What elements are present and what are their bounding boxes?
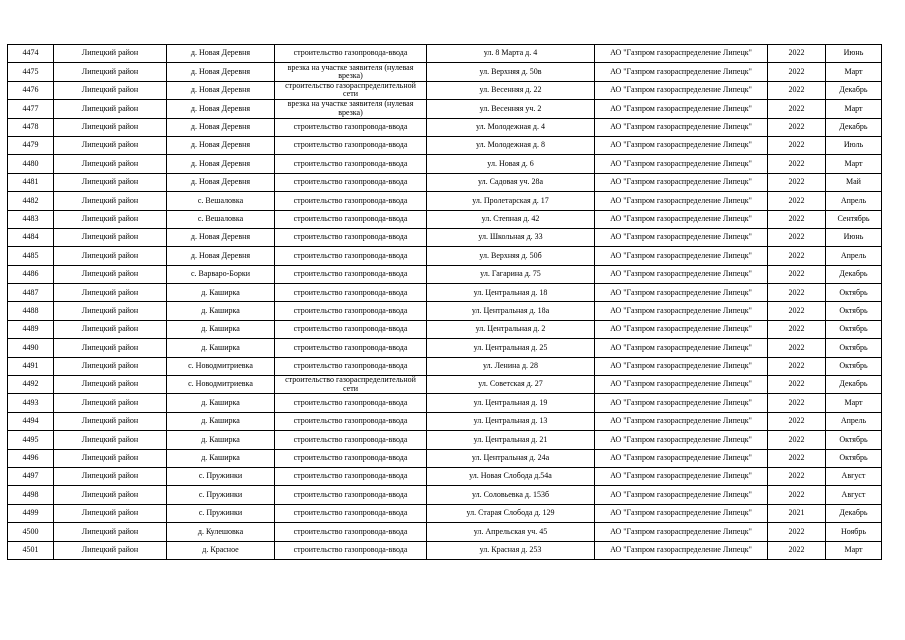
cell-work-type: строительство газопровода-ввода bbox=[275, 467, 427, 485]
cell-address: ул. Школьная д. 33 bbox=[427, 228, 595, 246]
cell-organization: АО "Газпром газораспределение Липецк" bbox=[595, 320, 768, 338]
cell-work-type: строительство газопровода-ввода bbox=[275, 486, 427, 504]
cell-address: ул. Ленина д. 28 bbox=[427, 357, 595, 375]
cell-district: Липецкий район bbox=[54, 449, 167, 467]
cell-month: Апрель bbox=[826, 192, 882, 210]
table-row bbox=[8, 284, 882, 302]
cell-year: 2021 bbox=[768, 504, 826, 522]
cell-year: 2022 bbox=[768, 81, 826, 99]
cell-year: 2022 bbox=[768, 192, 826, 210]
cell-organization: АО "Газпром газораспределение Липецк" bbox=[595, 523, 768, 541]
cell-locality: д. Новая Деревня bbox=[167, 228, 275, 246]
cell-organization: АО "Газпром газораспределение Липецк" bbox=[595, 192, 768, 210]
cell-year: 2022 bbox=[768, 63, 826, 81]
table-row bbox=[8, 339, 882, 357]
cell-month: Март bbox=[826, 541, 882, 559]
cell-organization: АО "Газпром газораспределение Липецк" bbox=[595, 541, 768, 559]
cell-address: ул. Центральная д. 25 bbox=[427, 339, 595, 357]
cell-work-type: строительство газопровода-ввода bbox=[275, 45, 427, 63]
cell-locality: д. Новая Деревня bbox=[167, 45, 275, 63]
cell-year: 2022 bbox=[768, 412, 826, 430]
table-row bbox=[8, 467, 882, 485]
cell-locality: д. Новая Деревня bbox=[167, 118, 275, 136]
cell-address: ул. Центральная д. 18 bbox=[427, 284, 595, 302]
cell-month: Октябрь bbox=[826, 357, 882, 375]
cell-organization: АО "Газпром газораспределение Липецк" bbox=[595, 431, 768, 449]
cell-work-type: строительство газопровода-ввода bbox=[275, 523, 427, 541]
table-row bbox=[8, 100, 882, 118]
cell-district: Липецкий район bbox=[54, 100, 167, 118]
cell-number: 4483 bbox=[8, 210, 54, 228]
cell-organization: АО "Газпром газораспределение Липецк" bbox=[595, 63, 768, 81]
cell-organization: АО "Газпром газораспределение Липецк" bbox=[595, 247, 768, 265]
table-row bbox=[8, 136, 882, 154]
cell-district: Липецкий район bbox=[54, 118, 167, 136]
cell-month: Октябрь bbox=[826, 320, 882, 338]
cell-district: Липецкий район bbox=[54, 541, 167, 559]
cell-month: Октябрь bbox=[826, 449, 882, 467]
cell-month: Июнь bbox=[826, 45, 882, 63]
cell-month: Ноябрь bbox=[826, 523, 882, 541]
cell-work-type: строительство газопровода-ввода bbox=[275, 431, 427, 449]
cell-year: 2022 bbox=[768, 486, 826, 504]
cell-organization: АО "Газпром газораспределение Липецк" bbox=[595, 173, 768, 191]
cell-district: Липецкий район bbox=[54, 320, 167, 338]
cell-district: Липецкий район bbox=[54, 523, 167, 541]
cell-number: 4490 bbox=[8, 339, 54, 357]
cell-address: ул. Верхняя д. 50в bbox=[427, 63, 595, 81]
cell-locality: д. Красное bbox=[167, 541, 275, 559]
cell-district: Липецкий район bbox=[54, 284, 167, 302]
cell-month: Август bbox=[826, 467, 882, 485]
cell-year: 2022 bbox=[768, 523, 826, 541]
table-row bbox=[8, 45, 882, 63]
cell-locality: д. Новая Деревня bbox=[167, 81, 275, 99]
cell-district: Липецкий район bbox=[54, 136, 167, 154]
cell-month: Март bbox=[826, 155, 882, 173]
cell-address: ул. Гагарина д. 75 bbox=[427, 265, 595, 283]
cell-organization: АО "Газпром газораспределение Липецк" bbox=[595, 265, 768, 283]
cell-district: Липецкий район bbox=[54, 357, 167, 375]
table-row bbox=[8, 412, 882, 430]
cell-address: ул. Старая Слобода д. 129 bbox=[427, 504, 595, 522]
table-row bbox=[8, 357, 882, 375]
cell-locality: д. Новая Деревня bbox=[167, 136, 275, 154]
cell-number: 4482 bbox=[8, 192, 54, 210]
cell-year: 2022 bbox=[768, 467, 826, 485]
cell-number: 4495 bbox=[8, 431, 54, 449]
cell-number: 4491 bbox=[8, 357, 54, 375]
table-row bbox=[8, 228, 882, 246]
cell-district: Липецкий район bbox=[54, 247, 167, 265]
cell-month: Июль bbox=[826, 136, 882, 154]
cell-number: 4474 bbox=[8, 45, 54, 63]
cell-work-type: строительство газопровода-ввода bbox=[275, 173, 427, 191]
cell-locality: д. Новая Деревня bbox=[167, 155, 275, 173]
cell-address: ул. Новая Слобода д.54а bbox=[427, 467, 595, 485]
cell-year: 2022 bbox=[768, 247, 826, 265]
cell-year: 2022 bbox=[768, 45, 826, 63]
cell-locality: д. Кулешовка bbox=[167, 523, 275, 541]
cell-year: 2022 bbox=[768, 376, 826, 394]
cell-district: Липецкий район bbox=[54, 431, 167, 449]
cell-year: 2022 bbox=[768, 155, 826, 173]
cell-work-type: строительство газопровода-ввода bbox=[275, 228, 427, 246]
cell-work-type: строительство газопровода-ввода bbox=[275, 155, 427, 173]
cell-address: ул. Пролетарская д. 17 bbox=[427, 192, 595, 210]
cell-month: Октябрь bbox=[826, 284, 882, 302]
table-row bbox=[8, 302, 882, 320]
cell-work-type: строительство газопровода-ввода bbox=[275, 118, 427, 136]
cell-work-type: строительство газораспределительной сети bbox=[275, 376, 427, 394]
cell-address: ул. 8 Марта д. 4 bbox=[427, 45, 595, 63]
cell-address: ул. Центральная д. 2 bbox=[427, 320, 595, 338]
cell-month: Декабрь bbox=[826, 118, 882, 136]
cell-address: ул. Новая д. 6 bbox=[427, 155, 595, 173]
cell-month: Апрель bbox=[826, 412, 882, 430]
cell-work-type: строительство газопровода-ввода bbox=[275, 541, 427, 559]
cell-locality: д. Каширка bbox=[167, 449, 275, 467]
cell-district: Липецкий район bbox=[54, 302, 167, 320]
cell-organization: АО "Газпром газораспределение Липецк" bbox=[595, 467, 768, 485]
cell-number: 4480 bbox=[8, 155, 54, 173]
cell-year: 2022 bbox=[768, 449, 826, 467]
cell-locality: д. Новая Деревня bbox=[167, 100, 275, 118]
table-body bbox=[8, 45, 882, 560]
cell-address: ул. Молодежная д. 4 bbox=[427, 118, 595, 136]
table-row bbox=[8, 504, 882, 522]
cell-address: ул. Садовая уч. 28а bbox=[427, 173, 595, 191]
cell-district: Липецкий район bbox=[54, 228, 167, 246]
cell-district: Липецкий район bbox=[54, 210, 167, 228]
cell-number: 4499 bbox=[8, 504, 54, 522]
cell-number: 4496 bbox=[8, 449, 54, 467]
cell-locality: д. Новая Деревня bbox=[167, 247, 275, 265]
table-row bbox=[8, 431, 882, 449]
cell-month: Сентябрь bbox=[826, 210, 882, 228]
cell-address: ул. Центральная д. 13 bbox=[427, 412, 595, 430]
table-row bbox=[8, 523, 882, 541]
cell-work-type: строительство газораспределительной сети bbox=[275, 81, 427, 99]
cell-locality: с. Пружинки bbox=[167, 486, 275, 504]
cell-month: Март bbox=[826, 63, 882, 81]
cell-month: Май bbox=[826, 173, 882, 191]
cell-year: 2022 bbox=[768, 339, 826, 357]
cell-work-type: строительство газопровода-ввода bbox=[275, 339, 427, 357]
cell-organization: АО "Газпром газораспределение Липецк" bbox=[595, 136, 768, 154]
cell-organization: АО "Газпром газораспределение Липецк" bbox=[595, 302, 768, 320]
cell-address: ул. Центральная д. 21 bbox=[427, 431, 595, 449]
cell-locality: д. Новая Деревня bbox=[167, 173, 275, 191]
cell-locality: с. Пружинки bbox=[167, 467, 275, 485]
cell-year: 2022 bbox=[768, 394, 826, 412]
cell-number: 4493 bbox=[8, 394, 54, 412]
cell-number: 4489 bbox=[8, 320, 54, 338]
cell-number: 4486 bbox=[8, 265, 54, 283]
cell-number: 4478 bbox=[8, 118, 54, 136]
cell-address: ул. Центральная д. 18а bbox=[427, 302, 595, 320]
cell-number: 4477 bbox=[8, 100, 54, 118]
cell-locality: с. Варваро-Борки bbox=[167, 265, 275, 283]
cell-organization: АО "Газпром газораспределение Липецк" bbox=[595, 449, 768, 467]
table-row bbox=[8, 486, 882, 504]
cell-organization: АО "Газпром газораспределение Липецк" bbox=[595, 339, 768, 357]
cell-address: ул. Весенняя уч. 2 bbox=[427, 100, 595, 118]
cell-work-type: строительство газопровода-ввода bbox=[275, 284, 427, 302]
cell-number: 4475 bbox=[8, 63, 54, 81]
cell-address: ул. Степная д. 42 bbox=[427, 210, 595, 228]
table-row bbox=[8, 192, 882, 210]
cell-locality: д. Каширка bbox=[167, 431, 275, 449]
cell-address: ул. Весенняя д. 22 bbox=[427, 81, 595, 99]
cell-work-type: строительство газопровода-ввода bbox=[275, 265, 427, 283]
cell-number: 4492 bbox=[8, 376, 54, 394]
cell-number: 4484 bbox=[8, 228, 54, 246]
cell-month: Октябрь bbox=[826, 431, 882, 449]
document-page bbox=[7, 44, 881, 560]
cell-locality: д. Каширка bbox=[167, 284, 275, 302]
cell-locality: с. Вешаловка bbox=[167, 210, 275, 228]
cell-work-type: врезка на участке заявителя (нулевая врезка) bbox=[275, 63, 427, 81]
table-row bbox=[8, 265, 882, 283]
cell-district: Липецкий район bbox=[54, 467, 167, 485]
cell-work-type: врезка на участке заявителя (нулевая врезка) bbox=[275, 100, 427, 118]
cell-number: 4494 bbox=[8, 412, 54, 430]
cell-address: ул. Красная д. 253 bbox=[427, 541, 595, 559]
cell-year: 2022 bbox=[768, 284, 826, 302]
cell-locality: с. Вешаловка bbox=[167, 192, 275, 210]
cell-month: Август bbox=[826, 486, 882, 504]
cell-address: ул. Верхняя д. 50б bbox=[427, 247, 595, 265]
cell-locality: с. Пружинки bbox=[167, 504, 275, 522]
cell-organization: АО "Газпром газораспределение Липецк" bbox=[595, 486, 768, 504]
cell-locality: с. Новодмитриевка bbox=[167, 376, 275, 394]
cell-address: ул. Соловьевка д. 153б bbox=[427, 486, 595, 504]
cell-organization: АО "Газпром газораспределение Липецк" bbox=[595, 155, 768, 173]
cell-work-type: строительство газопровода-ввода bbox=[275, 136, 427, 154]
cell-year: 2022 bbox=[768, 136, 826, 154]
cell-organization: АО "Газпром газораспределение Липецк" bbox=[595, 394, 768, 412]
cell-month: Декабрь bbox=[826, 376, 882, 394]
cell-locality: д. Каширка bbox=[167, 412, 275, 430]
cell-month: Декабрь bbox=[826, 81, 882, 99]
cell-number: 4498 bbox=[8, 486, 54, 504]
cell-work-type: строительство газопровода-ввода bbox=[275, 504, 427, 522]
cell-year: 2022 bbox=[768, 431, 826, 449]
cell-locality: д. Каширка bbox=[167, 320, 275, 338]
cell-number: 4479 bbox=[8, 136, 54, 154]
cell-address: ул. Центральная д. 19 bbox=[427, 394, 595, 412]
table-row bbox=[8, 173, 882, 191]
table-row bbox=[8, 155, 882, 173]
cell-number: 4481 bbox=[8, 173, 54, 191]
cell-year: 2022 bbox=[768, 541, 826, 559]
cell-address: ул. Молодежная д. 8 bbox=[427, 136, 595, 154]
cell-organization: АО "Газпром газораспределение Липецк" bbox=[595, 210, 768, 228]
cell-work-type: строительство газопровода-ввода bbox=[275, 247, 427, 265]
gas-connection-table bbox=[7, 44, 882, 560]
table-row bbox=[8, 247, 882, 265]
cell-year: 2022 bbox=[768, 118, 826, 136]
cell-year: 2022 bbox=[768, 210, 826, 228]
cell-year: 2022 bbox=[768, 100, 826, 118]
cell-district: Липецкий район bbox=[54, 265, 167, 283]
cell-organization: АО "Газпром газораспределение Липецк" bbox=[595, 81, 768, 99]
cell-year: 2022 bbox=[768, 173, 826, 191]
cell-district: Липецкий район bbox=[54, 339, 167, 357]
cell-work-type: строительство газопровода-ввода bbox=[275, 210, 427, 228]
cell-organization: АО "Газпром газораспределение Липецк" bbox=[595, 504, 768, 522]
table-row bbox=[8, 394, 882, 412]
cell-month: Июнь bbox=[826, 228, 882, 246]
cell-district: Липецкий район bbox=[54, 81, 167, 99]
cell-organization: АО "Газпром газораспределение Липецк" bbox=[595, 228, 768, 246]
table-row bbox=[8, 541, 882, 559]
cell-work-type: строительство газопровода-ввода bbox=[275, 192, 427, 210]
cell-district: Липецкий район bbox=[54, 504, 167, 522]
cell-number: 4500 bbox=[8, 523, 54, 541]
cell-district: Липецкий район bbox=[54, 192, 167, 210]
cell-district: Липецкий район bbox=[54, 376, 167, 394]
cell-work-type: строительство газопровода-ввода bbox=[275, 357, 427, 375]
cell-organization: АО "Газпром газораспределение Липецк" bbox=[595, 357, 768, 375]
cell-year: 2022 bbox=[768, 357, 826, 375]
cell-organization: АО "Газпром газораспределение Липецк" bbox=[595, 412, 768, 430]
cell-district: Липецкий район bbox=[54, 155, 167, 173]
cell-number: 4487 bbox=[8, 284, 54, 302]
cell-work-type: строительство газопровода-ввода bbox=[275, 320, 427, 338]
cell-month: Октябрь bbox=[826, 339, 882, 357]
cell-district: Липецкий район bbox=[54, 63, 167, 81]
cell-year: 2022 bbox=[768, 320, 826, 338]
cell-district: Липецкий район bbox=[54, 394, 167, 412]
cell-locality: д. Каширка bbox=[167, 339, 275, 357]
table-row bbox=[8, 81, 882, 99]
cell-month: Март bbox=[826, 100, 882, 118]
cell-month: Апрель bbox=[826, 247, 882, 265]
table-row bbox=[8, 449, 882, 467]
cell-number: 4497 bbox=[8, 467, 54, 485]
cell-work-type: строительство газопровода-ввода bbox=[275, 302, 427, 320]
cell-year: 2022 bbox=[768, 302, 826, 320]
cell-year: 2022 bbox=[768, 265, 826, 283]
cell-district: Липецкий район bbox=[54, 173, 167, 191]
cell-number: 4488 bbox=[8, 302, 54, 320]
cell-address: ул. Советская д. 27 bbox=[427, 376, 595, 394]
cell-number: 4476 bbox=[8, 81, 54, 99]
cell-district: Липецкий район bbox=[54, 45, 167, 63]
cell-work-type: строительство газопровода-ввода bbox=[275, 412, 427, 430]
cell-locality: д. Каширка bbox=[167, 394, 275, 412]
cell-number: 4501 bbox=[8, 541, 54, 559]
cell-year: 2022 bbox=[768, 228, 826, 246]
cell-district: Липецкий район bbox=[54, 486, 167, 504]
cell-organization: АО "Газпром газораспределение Липецк" bbox=[595, 100, 768, 118]
cell-address: ул. Апрельская уч. 45 bbox=[427, 523, 595, 541]
cell-organization: АО "Газпром газораспределение Липецк" bbox=[595, 45, 768, 63]
cell-locality: с. Новодмитриевка bbox=[167, 357, 275, 375]
cell-address: ул. Центральная д. 24а bbox=[427, 449, 595, 467]
table-row bbox=[8, 118, 882, 136]
cell-month: Декабрь bbox=[826, 265, 882, 283]
table-row bbox=[8, 63, 882, 81]
cell-locality: д. Каширка bbox=[167, 302, 275, 320]
cell-month: Март bbox=[826, 394, 882, 412]
cell-month: Октябрь bbox=[826, 302, 882, 320]
table-row bbox=[8, 320, 882, 338]
table-row bbox=[8, 210, 882, 228]
cell-work-type: строительство газопровода-ввода bbox=[275, 394, 427, 412]
cell-month: Декабрь bbox=[826, 504, 882, 522]
cell-organization: АО "Газпром газораспределение Липецк" bbox=[595, 376, 768, 394]
table-row bbox=[8, 376, 882, 394]
cell-locality: д. Новая Деревня bbox=[167, 63, 275, 81]
cell-organization: АО "Газпром газораспределение Липецк" bbox=[595, 284, 768, 302]
cell-organization: АО "Газпром газораспределение Липецк" bbox=[595, 118, 768, 136]
cell-work-type: строительство газопровода-ввода bbox=[275, 449, 427, 467]
cell-district: Липецкий район bbox=[54, 412, 167, 430]
cell-number: 4485 bbox=[8, 247, 54, 265]
